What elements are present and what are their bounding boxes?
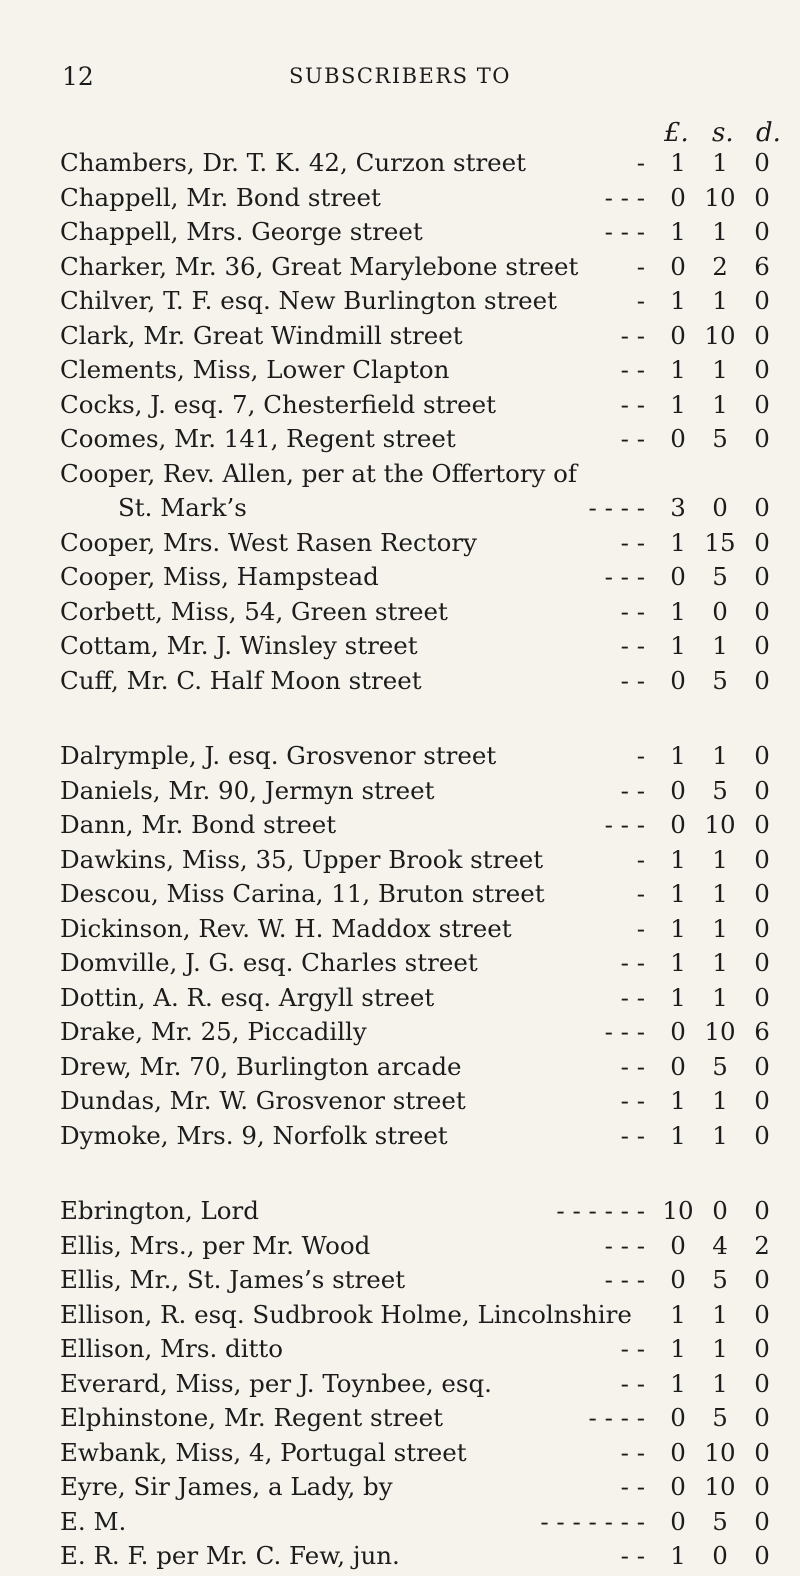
subscriber-row [0,528,800,563]
subscriber-row [0,1121,800,1156]
leader-dashes: - [636,286,645,315]
subscriber-row [0,252,800,287]
subscriber-name: Clark, Mr. Great Windmill street [60,320,463,350]
shillings-value: 0 [712,493,728,522]
leader-dashes: - - - [604,1230,645,1260]
subscriber-name: Ellis, Mrs., per Mr. Wood [60,1230,371,1260]
page-number: 12 [62,62,94,91]
leader-dashes: - [636,251,645,281]
subscriber-name: Ellison, Mrs. ditto [60,1334,283,1363]
leader-dashes: - - [620,1541,645,1570]
shillings-value: 0 [712,1196,728,1225]
shillings-value: 1 [712,217,728,246]
subscriber-row [0,493,800,528]
shillings-value: 4 [712,1230,728,1260]
pence-value: 0 [754,527,770,557]
subscriber-row [0,1334,800,1369]
subscriber-name: Cuff, Mr. C. Half Moon street [60,665,422,695]
pence-value: 0 [754,1541,770,1570]
subscriber-name: Descou, Miss Carina, 11, Bruton street [60,879,545,908]
shillings-value: 15 [704,527,736,557]
shillings-value: 1 [712,1368,728,1398]
shillings-value: 10 [704,810,736,839]
pounds-value: 1 [670,1086,686,1115]
leader-dashes: - - [620,982,645,1012]
subscriber-row [0,1231,800,1266]
subscriber-name: Chappell, Mrs. George street [60,217,423,246]
pence-value: 0 [754,1051,770,1081]
pounds-value: 1 [670,631,686,660]
page-header [0,62,800,102]
subscriber-name: Eyre, Sir James, a Lady, by [60,1472,393,1501]
shillings-value: 2 [712,251,728,281]
pounds-value: 3 [670,493,686,522]
subscriber-name: E. M. [60,1506,127,1536]
pence-value: 0 [754,1472,770,1501]
pence-value: 0 [754,182,770,212]
pence-value: 0 [754,217,770,246]
leader-dashes: - - [620,1437,645,1467]
subscriber-name: E. R. F. per Mr. C. Few, jun. [60,1541,400,1570]
leader-dashes: - - - [604,1265,645,1294]
pence-value: 2 [754,1230,770,1260]
pence-value: 0 [754,424,770,453]
pence-value: 0 [754,320,770,350]
pounds-value: 10 [662,1196,694,1225]
pounds-value: 1 [670,389,686,419]
subscriber-row [0,879,800,914]
pence-value: 0 [754,665,770,695]
shillings-column-header: s. [712,118,734,148]
pence-value: 0 [754,355,770,384]
pounds-value: 0 [670,182,686,212]
pence-value: 0 [754,286,770,315]
leader-dashes: - - [620,596,645,626]
subscriber-name: Dymoke, Mrs. 9, Norfolk street [60,1120,448,1150]
subscriber-name: Dundas, Mr. W. Grosvenor street [60,1086,466,1115]
pounds-value: 1 [670,1299,686,1329]
leader-dashes: - - [620,389,645,419]
shillings-value: 5 [712,1403,728,1432]
shillings-value: 1 [712,631,728,660]
subscriber-row [0,810,800,845]
pence-value: 0 [754,389,770,419]
subscriber-row [0,914,800,949]
leader-dashes: - - [620,527,645,557]
subscriber-row [0,148,800,183]
shillings-value: 10 [704,1437,736,1467]
running-head: SUBSCRIBERS TO [289,64,511,88]
subscriber-row [0,1300,800,1335]
subscriber-row [0,217,800,252]
shillings-value: 1 [712,148,728,177]
pence-value: 0 [754,596,770,626]
pence-value: 0 [754,1368,770,1398]
pounds-value: 1 [670,148,686,177]
shillings-value: 5 [712,424,728,453]
shillings-value: 0 [712,1541,728,1570]
subscriber-row [0,845,800,880]
pounds-value: 0 [670,562,686,591]
leader-dashes: - - [620,948,645,977]
shillings-value: 1 [712,1299,728,1329]
subscriber-row [0,459,800,494]
pence-value: 0 [754,1437,770,1467]
shillings-value: 1 [712,844,728,874]
subscriber-row [0,1472,800,1507]
shillings-value: 5 [712,1506,728,1536]
leader-dashes: - - [620,355,645,384]
subscriber-row [0,776,800,811]
pence-value: 0 [754,775,770,805]
subscriber-name: Cocks, J. esq. 7, Chesterfield street [60,389,496,419]
pounds-column-header: £. [664,118,689,148]
shillings-value: 10 [704,320,736,350]
subscriber-name: Clements, Miss, Lower Clapton [60,355,450,384]
subscriber-name: Dann, Mr. Bond street [60,810,337,839]
shillings-value: 1 [712,982,728,1012]
pence-value: 0 [754,1120,770,1150]
pounds-value: 0 [670,424,686,453]
shillings-value: 1 [712,1120,728,1150]
pence-value: 6 [754,1017,770,1046]
pounds-value: 1 [670,286,686,315]
leader-dashes: - - [620,631,645,660]
subscriber-name: Ewbank, Miss, 4, Portugal street [60,1437,467,1467]
subscriber-name: Domville, J. G. esq. Charles street [60,948,478,977]
leader-dashes: - - [620,1368,645,1398]
shillings-value: 10 [704,1017,736,1046]
subscriber-name: Cooper, Rev. Allen, per at the Offertory of [60,458,577,488]
subscriber-name: Elphinstone, Mr. Regent street [60,1403,444,1432]
subscriber-name: Dalrymple, J. esq. Grosvenor street [60,741,497,770]
pence-value: 0 [754,1086,770,1115]
leader-dashes: - - [620,665,645,695]
subscriber-row [0,597,800,632]
leader-dashes: - - [620,1334,645,1363]
leader-dashes: - - [620,1086,645,1115]
shillings-value: 10 [704,182,736,212]
shillings-value: 1 [712,1086,728,1115]
subscriber-row [0,424,800,459]
leader-dashes: - [636,879,645,908]
subscriber-name: Chappell, Mr. Bond street [60,182,381,212]
subscriber-name: Dottin, A. R. esq. Argyll street [60,982,435,1012]
leader-dashes: - - [620,1051,645,1081]
shillings-value: 1 [712,355,728,384]
subscriber-row [0,1369,800,1404]
pounds-value: 0 [670,1051,686,1081]
pounds-value: 1 [670,913,686,943]
subscriber-row [0,562,800,597]
leader-dashes: - - - [604,182,645,212]
pence-value: 0 [754,741,770,770]
shillings-value: 1 [712,389,728,419]
leader-dashes: - - [620,424,645,453]
subscriber-name: Cooper, Mrs. West Rasen Rectory [60,527,477,557]
pence-value: 0 [754,148,770,177]
subscriber-row [0,321,800,356]
shillings-value: 1 [712,879,728,908]
shillings-value: 1 [712,741,728,770]
subscriber-name: Corbett, Miss, 54, Green street [60,596,448,626]
pounds-value: 0 [670,1437,686,1467]
shillings-value: 1 [712,286,728,315]
subscriber-row [0,286,800,321]
leader-dashes: - [636,148,645,177]
pence-value: 0 [754,844,770,874]
subscriber-row [0,1196,800,1231]
subscriber-row [0,1052,800,1087]
leader-dashes: - [636,913,645,943]
leader-dashes: - - - [604,1017,645,1046]
subscriber-row [0,983,800,1018]
shillings-value: 10 [704,1472,736,1501]
subscriber-name: Cottam, Mr. J. Winsley street [60,631,418,660]
shillings-value: 1 [712,913,728,943]
pounds-value: 1 [670,948,686,977]
subscriber-name: Charker, Mr. 36, Great Marylebone street [60,251,579,281]
subscriber-row [0,1507,800,1542]
subscriber-row [0,355,800,390]
pounds-value: 1 [670,355,686,384]
pence-value: 0 [754,631,770,660]
pence-value: 0 [754,948,770,977]
subscriber-row [0,1403,800,1438]
pounds-value: 1 [670,1334,686,1363]
leader-dashes: - - [620,775,645,805]
pounds-value: 0 [670,1017,686,1046]
subscriber-name: Dawkins, Miss, 35, Upper Brook street [60,844,544,874]
subscriber-name: Drew, Mr. 70, Burlington arcade [60,1051,462,1081]
pounds-value: 1 [670,596,686,626]
pounds-value: 1 [670,217,686,246]
pence-value: 0 [754,1299,770,1329]
pence-value: 0 [754,562,770,591]
pence-value: 0 [754,1506,770,1536]
pounds-value: 0 [670,1472,686,1501]
pence-value: 0 [754,1196,770,1225]
pounds-value: 0 [670,775,686,805]
leader-dashes: - - - [604,810,645,839]
subscriber-name: Daniels, Mr. 90, Jermyn street [60,775,435,805]
pounds-value: 1 [670,741,686,770]
pounds-value: 1 [670,879,686,908]
shillings-value: 1 [712,948,728,977]
pence-value: 0 [754,1265,770,1294]
shillings-value: 5 [712,775,728,805]
subscriber-name: Ellison, R. esq. Sudbrook Holme, Lincolnshire [60,1299,632,1329]
subscriber-row [0,948,800,983]
pounds-value: 0 [670,1403,686,1432]
shillings-value: 0 [712,596,728,626]
subscriber-name: Dickinson, Rev. W. H. Maddox street [60,913,512,943]
subscriber-name: Drake, Mr. 25, Piccadilly [60,1017,367,1046]
pounds-value: 1 [670,982,686,1012]
pounds-value: 1 [670,1541,686,1570]
subscriber-row [0,1541,800,1576]
shillings-value: 1 [712,1334,728,1363]
pence-value: 0 [754,982,770,1012]
pounds-value: 0 [670,810,686,839]
pounds-value: 0 [670,1265,686,1294]
pounds-value: 0 [670,1506,686,1536]
shillings-value: 5 [712,1265,728,1294]
pence-value: 0 [754,493,770,522]
pence-value: 0 [754,913,770,943]
pounds-value: 0 [670,251,686,281]
pence-value: 0 [754,1334,770,1363]
leader-dashes: - - - - - - - [540,1506,645,1536]
leader-dashes: - [636,844,645,874]
pounds-value: 1 [670,1120,686,1150]
subscriber-name: Ebrington, Lord [60,1196,259,1225]
pence-value: 0 [754,1403,770,1432]
shillings-value: 5 [712,1051,728,1081]
shillings-value: 5 [712,665,728,695]
subscriber-row [0,741,800,776]
pounds-value: 0 [670,320,686,350]
subscriber-row [0,1265,800,1300]
pounds-value: 0 [670,665,686,695]
pence-column-header: d. [756,118,781,148]
subscriber-name: St. Mark’s [118,493,247,522]
pence-value: 0 [754,810,770,839]
pounds-value: 1 [670,844,686,874]
pence-value: 0 [754,879,770,908]
subscriber-row [0,1086,800,1121]
subscriber-row [0,1017,800,1052]
pence-value: 6 [754,251,770,281]
leader-dashes: - - - - - - [556,1196,645,1225]
subscriber-name: Everard, Miss, per J. Toynbee, esq. [60,1368,492,1398]
subscriber-name: Coomes, Mr. 141, Regent street [60,424,456,453]
leader-dashes: - - - [604,562,645,591]
subscriber-row [0,183,800,218]
leader-dashes: - - [620,1472,645,1501]
pounds-value: 0 [670,1230,686,1260]
subscriber-name: Cooper, Miss, Hampstead [60,562,379,591]
shillings-value: 5 [712,562,728,591]
leader-dashes: - - - [604,217,645,246]
pounds-value: 1 [670,527,686,557]
subscriber-name: Chilver, T. F. esq. New Burlington street [60,286,557,315]
subscriber-name: Ellis, Mr., St. James’s street [60,1265,406,1294]
subscriber-name: Chambers, Dr. T. K. 42, Curzon street [60,148,527,177]
leader-dashes: - - - - [588,1403,645,1432]
pounds-value: 1 [670,1368,686,1398]
leader-dashes: - [636,741,645,770]
leader-dashes: - - [620,1120,645,1150]
subscriber-row [0,631,800,666]
leader-dashes: - - - - [588,493,645,522]
subscriber-row [0,390,800,425]
subscriber-row [0,1438,800,1473]
leader-dashes: - - [620,320,645,350]
subscriber-row [0,666,800,701]
